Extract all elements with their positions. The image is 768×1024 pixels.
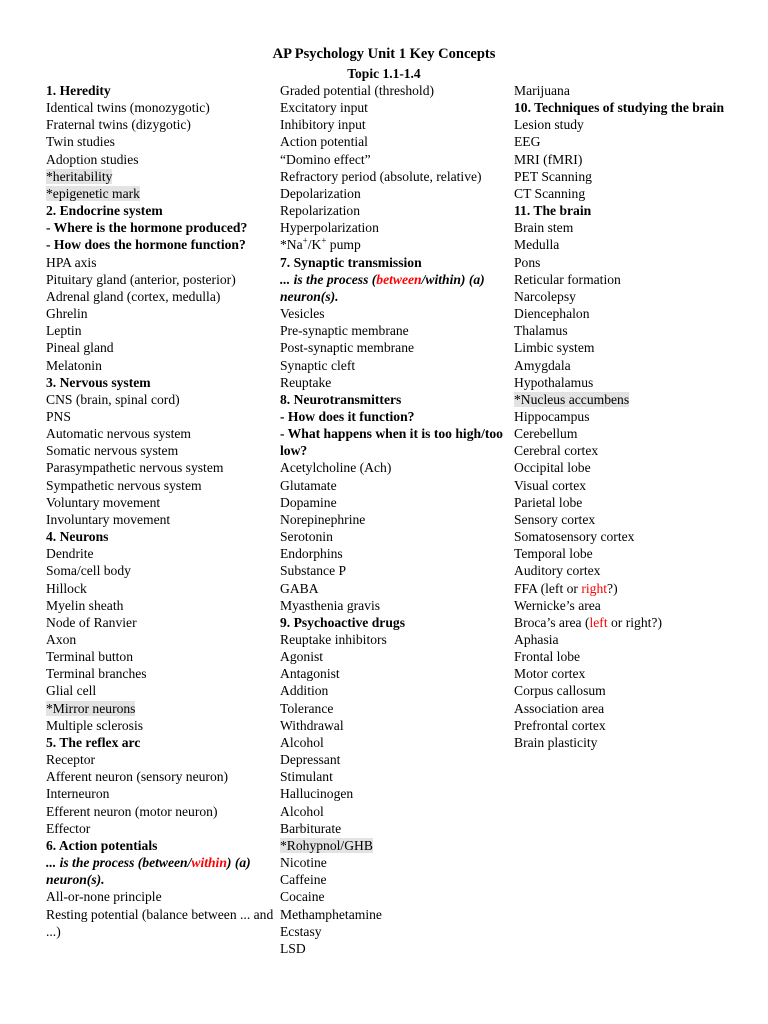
concept-item xyxy=(280,648,508,665)
text-span: CT Scanning xyxy=(514,185,586,201)
text-span: Reuptake inhibitors xyxy=(280,632,387,647)
concept-item xyxy=(514,322,744,339)
text-span: Alcohol xyxy=(280,734,324,750)
text-span: Reuptake xyxy=(280,374,332,390)
concept-item xyxy=(514,734,744,751)
concept-item xyxy=(514,408,744,425)
text-span: Nicotine xyxy=(280,855,327,871)
text-span: Temporal lobe xyxy=(514,546,593,562)
text-span: All-or-none principle xyxy=(46,889,162,905)
text-span: Action potential xyxy=(280,134,368,150)
section-heading xyxy=(514,99,744,116)
concept-item xyxy=(514,339,744,356)
text-span: Cocaine xyxy=(280,889,325,905)
text-span: Node of Ranvier xyxy=(46,614,137,630)
concept-item xyxy=(514,236,744,253)
text-span: Fraternal twins (dizygotic) xyxy=(46,117,191,133)
concept-item xyxy=(514,477,744,494)
text-span: Pituitary gland (anterior, posterior) xyxy=(46,271,236,287)
text-span: /K xyxy=(307,237,322,253)
concept-item xyxy=(46,357,274,374)
text-span: pump xyxy=(326,237,361,253)
concept-item xyxy=(46,717,274,734)
text-span: Amygdala xyxy=(514,357,571,373)
text-span: Ghrelin xyxy=(46,306,88,322)
concept-item xyxy=(280,682,508,699)
text-span: Narcolepsy xyxy=(514,288,576,304)
text-span: Graded potential (threshold) xyxy=(280,83,435,98)
text-span: Cerebral cortex xyxy=(514,443,599,459)
text-span: or right?) xyxy=(607,614,662,630)
text-span: Adrenal gland (cortex, medulla) xyxy=(46,288,221,304)
text-span: /within) (a) neuron(s). xyxy=(280,271,485,304)
concept-item xyxy=(280,940,508,957)
concept-item xyxy=(280,854,508,871)
text-span: Pre-synaptic membrane xyxy=(280,323,409,339)
text-span: Lesion study xyxy=(514,117,584,133)
highlighted-answer: between xyxy=(376,271,422,287)
text-span: Methamphetamine xyxy=(280,906,382,922)
concept-item xyxy=(280,116,508,133)
text-span: Tolerance xyxy=(280,700,334,716)
text-span: Addition xyxy=(280,683,329,699)
text-span: Synaptic cleft xyxy=(280,357,356,373)
concept-item xyxy=(280,580,508,597)
text-span: Twin studies xyxy=(46,134,115,150)
concept-item xyxy=(46,888,274,905)
text-span: Refractory period (absolute, relative) xyxy=(280,168,482,184)
text-span: Withdrawal xyxy=(280,717,344,733)
concept-item xyxy=(280,185,508,202)
text-span: Sensory cortex xyxy=(514,511,596,527)
text-span: - What happens when it is too high/too low? xyxy=(280,426,503,459)
concept-item xyxy=(514,82,744,99)
highlighted-concept: *heritability xyxy=(46,168,113,184)
concept-item xyxy=(280,305,508,322)
concept-item xyxy=(514,648,744,665)
concept-item xyxy=(280,511,508,528)
text-span: 7. Synaptic transmission xyxy=(280,254,422,270)
text-span: Limbic system xyxy=(514,340,595,356)
text-span: PNS xyxy=(46,408,71,424)
concept-item xyxy=(280,923,508,940)
text-span: 1. Heredity xyxy=(46,83,111,98)
text-span: Hippocampus xyxy=(514,408,590,424)
concept-item xyxy=(46,597,274,614)
concept-item xyxy=(280,202,508,219)
concept-item xyxy=(280,168,508,185)
text-span: 5. The reflex arc xyxy=(46,734,141,750)
text-span: Glutamate xyxy=(280,477,337,493)
concept-item xyxy=(46,494,274,511)
concept-item xyxy=(280,820,508,837)
concept-item xyxy=(514,133,744,150)
text-span: Depolarization xyxy=(280,185,361,201)
text-span: Diencephalon xyxy=(514,306,590,322)
text-span: Sympathetic nervous system xyxy=(46,477,202,493)
concept-item xyxy=(46,614,274,631)
text-span: Medulla xyxy=(514,237,560,253)
concept-item xyxy=(46,803,274,820)
concept-item xyxy=(514,562,744,579)
concept-item xyxy=(46,442,274,459)
concept-item xyxy=(514,219,744,236)
text-span: Marijuana xyxy=(514,83,570,98)
text-span: Brain stem xyxy=(514,220,574,236)
text-span: - How does the hormone function? xyxy=(46,237,246,253)
concept-item xyxy=(514,665,744,682)
text-span: *Na xyxy=(280,237,303,253)
text-span: 8. Neurotransmitters xyxy=(280,391,402,407)
concept-item xyxy=(514,459,744,476)
text-span: Stimulant xyxy=(280,769,333,785)
text-span: 3. Nervous system xyxy=(46,374,151,390)
text-span: Agonist xyxy=(280,649,324,665)
concept-item xyxy=(46,545,274,562)
text-span: Parasympathetic nervous system xyxy=(46,460,224,476)
text-span: Depressant xyxy=(280,752,341,768)
text-span: Soma/cell body xyxy=(46,563,131,579)
text-span: GABA xyxy=(280,580,319,596)
concept-item xyxy=(46,751,274,768)
text-span: Wernicke’s area xyxy=(514,597,601,613)
text-span: Identical twins (monozygotic) xyxy=(46,100,210,116)
text-span: Interneuron xyxy=(46,786,110,802)
text-span: EEG xyxy=(514,134,541,150)
concept-item xyxy=(280,151,508,168)
concept-item xyxy=(280,562,508,579)
highlighted-answer: within xyxy=(191,855,227,871)
concept-item xyxy=(46,133,274,150)
text-span: FFA (left or xyxy=(514,580,582,596)
concept-item xyxy=(46,906,274,940)
text-span: Hyperpolarization xyxy=(280,220,379,236)
text-span: Hypothalamus xyxy=(514,374,594,390)
text-span: - Where is the hormone produced? xyxy=(46,220,248,236)
text-span: Broca’s area ( xyxy=(514,614,590,630)
text-span: Occipital lobe xyxy=(514,460,591,476)
guiding-question xyxy=(46,219,274,236)
text-span: Frontal lobe xyxy=(514,649,581,665)
concept-item xyxy=(46,682,274,699)
text-span: Visual cortex xyxy=(514,477,587,493)
section-heading xyxy=(280,391,508,408)
concept-item xyxy=(514,717,744,734)
concept-item xyxy=(514,254,744,271)
text-span: Vesicles xyxy=(280,306,325,322)
concept-item xyxy=(46,477,274,494)
concept-item xyxy=(514,580,744,597)
concept-item xyxy=(280,665,508,682)
concept-item xyxy=(514,597,744,614)
concept-item xyxy=(514,168,744,185)
concept-item xyxy=(46,339,274,356)
text-span: Prefrontal cortex xyxy=(514,717,606,733)
text-span: Melatonin xyxy=(46,357,102,373)
text-span: PET Scanning xyxy=(514,168,592,184)
concept-item xyxy=(280,785,508,802)
text-span: Dendrite xyxy=(46,546,94,562)
concept-item xyxy=(280,322,508,339)
text-span: Leptin xyxy=(46,323,82,339)
text-span: Ecstasy xyxy=(280,923,322,939)
concept-item xyxy=(280,751,508,768)
page-subtitle: Topic 1.1-1.4 xyxy=(347,66,421,81)
guiding-question xyxy=(46,236,274,253)
concept-item xyxy=(514,305,744,322)
concept-item xyxy=(514,494,744,511)
text-span: “Domino effect” xyxy=(280,151,371,167)
concept-item xyxy=(280,82,508,99)
concept-item xyxy=(514,185,744,202)
concept-item xyxy=(46,99,274,116)
process-prompt xyxy=(46,854,274,888)
concept-item xyxy=(280,888,508,905)
concept-item xyxy=(280,545,508,562)
concept-item xyxy=(46,665,274,682)
guiding-question xyxy=(280,408,508,425)
highlighted-concept: *epigenetic mark xyxy=(46,185,140,201)
section-heading xyxy=(46,528,274,545)
text-span: Effector xyxy=(46,820,91,836)
text-span: Parietal lobe xyxy=(514,494,583,510)
text-span: Post-synaptic membrane xyxy=(280,340,415,356)
concept-item xyxy=(280,906,508,923)
text-span: 6. Action potentials xyxy=(46,837,158,853)
concept-item xyxy=(280,631,508,648)
concept-item xyxy=(514,425,744,442)
concept-item xyxy=(280,477,508,494)
concept-item xyxy=(280,700,508,717)
text-span: Hallucinogen xyxy=(280,786,354,802)
concept-item xyxy=(280,871,508,888)
text-span: Aphasia xyxy=(514,632,559,647)
text-span: Auditory cortex xyxy=(514,563,601,579)
concept-item xyxy=(514,631,744,648)
text-span: 2. Endocrine system xyxy=(46,203,163,219)
text-span: ... is the process ( xyxy=(280,271,377,287)
text-span: Somatosensory cortex xyxy=(514,529,635,545)
text-span: Corpus callosum xyxy=(514,683,606,699)
concept-item xyxy=(514,357,744,374)
concept-item xyxy=(514,545,744,562)
concept-item xyxy=(280,717,508,734)
column-3 xyxy=(514,82,744,751)
concept-item xyxy=(280,837,508,854)
concept-item xyxy=(46,391,274,408)
text-span: Norepinephrine xyxy=(280,511,366,527)
text-span: Terminal branches xyxy=(46,666,147,682)
text-span: ... is the process (between/ xyxy=(46,855,192,871)
concept-item xyxy=(46,785,274,802)
text-span: Involuntary movement xyxy=(46,511,171,527)
page-title: AP Psychology Unit 1 Key Concepts xyxy=(272,46,496,62)
text-span: Barbiturate xyxy=(280,820,342,836)
concept-item xyxy=(514,391,744,408)
concept-item xyxy=(280,236,508,253)
text-span: Acetylcholine (Ach) xyxy=(280,460,392,476)
text-span: Serotonin xyxy=(280,529,333,545)
text-span: Endorphins xyxy=(280,546,343,562)
text-span: Dopamine xyxy=(280,494,337,510)
text-span: Receptor xyxy=(46,752,96,768)
concept-item xyxy=(514,116,744,133)
concept-item xyxy=(46,322,274,339)
text-span: 4. Neurons xyxy=(46,529,109,545)
text-span: Myasthenia gravis xyxy=(280,597,381,613)
text-span: Thalamus xyxy=(514,323,568,339)
concept-item xyxy=(280,357,508,374)
concept-item xyxy=(46,185,274,202)
concept-item xyxy=(46,151,274,168)
text-span: Afferent neuron (sensory neuron) xyxy=(46,769,229,785)
text-span: Glial cell xyxy=(46,683,97,699)
text-span: Repolarization xyxy=(280,203,361,219)
process-prompt xyxy=(280,271,508,305)
text-span: Voluntary movement xyxy=(46,494,161,510)
concept-item xyxy=(46,768,274,785)
text-span: Hillock xyxy=(46,580,87,596)
charge-superscript: + xyxy=(321,235,327,246)
text-span: Resting potential (balance between ... and ...) xyxy=(46,906,274,939)
text-span: Excitatory input xyxy=(280,100,368,116)
text-span: Somatic nervous system xyxy=(46,443,179,459)
concept-item xyxy=(514,288,744,305)
concept-item xyxy=(46,562,274,579)
concept-item xyxy=(514,614,744,631)
text-span: CNS (brain, spinal cord) xyxy=(46,391,180,407)
highlighted-concept: *Mirror neurons xyxy=(46,700,136,716)
text-span: Pineal gland xyxy=(46,340,114,356)
concept-item xyxy=(514,700,744,717)
section-heading xyxy=(46,734,274,751)
section-heading xyxy=(46,837,274,854)
charge-superscript: + xyxy=(302,235,308,246)
concept-item xyxy=(46,116,274,133)
concept-item xyxy=(280,494,508,511)
text-span: Myelin sheath xyxy=(46,597,124,613)
text-span: Cerebellum xyxy=(514,426,578,442)
guiding-question xyxy=(280,425,508,459)
text-span: 10. Techniques of studying the brain xyxy=(514,100,725,116)
text-span: Automatic nervous system xyxy=(46,426,191,442)
concept-item xyxy=(46,408,274,425)
section-heading xyxy=(46,202,274,219)
text-span: ?) xyxy=(607,580,618,596)
text-span: Multiple sclerosis xyxy=(46,717,144,733)
text-span: - How does it function? xyxy=(280,408,415,424)
concept-item xyxy=(46,511,274,528)
text-span: Motor cortex xyxy=(514,666,586,682)
column-1 xyxy=(46,82,274,940)
section-heading xyxy=(514,202,744,219)
concept-item xyxy=(46,631,274,648)
concept-item xyxy=(280,803,508,820)
text-span: Pons xyxy=(514,254,541,270)
concept-item xyxy=(280,597,508,614)
text-span: MRI (fMRI) xyxy=(514,151,583,167)
concept-item xyxy=(46,425,274,442)
concept-item xyxy=(514,511,744,528)
concept-item xyxy=(46,648,274,665)
highlighted-answer: left xyxy=(589,614,608,630)
text-span: Axon xyxy=(46,632,77,647)
text-span: Efferent neuron (motor neuron) xyxy=(46,803,218,819)
concept-item xyxy=(46,271,274,288)
concept-item xyxy=(280,734,508,751)
concept-item xyxy=(46,254,274,271)
text-span: Brain plasticity xyxy=(514,734,598,750)
concept-item xyxy=(280,133,508,150)
section-heading xyxy=(46,374,274,391)
concept-item xyxy=(514,682,744,699)
column-2 xyxy=(280,82,508,957)
concept-item xyxy=(280,339,508,356)
concept-item xyxy=(280,99,508,116)
text-span: Association area xyxy=(514,700,605,716)
highlighted-answer: right xyxy=(581,580,608,596)
text-span: Caffeine xyxy=(280,872,327,888)
text-span: 9. Psychoactive drugs xyxy=(280,614,405,630)
concept-item xyxy=(46,820,274,837)
concept-item xyxy=(280,374,508,391)
concept-item xyxy=(280,459,508,476)
concept-item xyxy=(514,374,744,391)
text-span: Antagonist xyxy=(280,666,340,682)
concept-item xyxy=(46,288,274,305)
concept-item xyxy=(46,168,274,185)
section-heading xyxy=(280,614,508,631)
highlighted-concept: *Nucleus accumbens xyxy=(514,391,630,407)
text-span: LSD xyxy=(280,940,306,956)
concept-item xyxy=(514,528,744,545)
section-heading xyxy=(46,82,274,99)
text-span: ) (a) neuron(s). xyxy=(46,855,251,888)
text-span: HPA axis xyxy=(46,254,97,270)
concept-item xyxy=(280,768,508,785)
concept-item xyxy=(46,459,274,476)
concept-item xyxy=(514,271,744,288)
section-heading xyxy=(280,254,508,271)
text-span: Substance P xyxy=(280,563,347,579)
text-span: Reticular formation xyxy=(514,271,621,287)
concept-item xyxy=(46,580,274,597)
text-span: Adoption studies xyxy=(46,151,139,167)
text-span: Alcohol xyxy=(280,803,324,819)
concept-item xyxy=(514,151,744,168)
concept-item xyxy=(46,700,274,717)
text-span: Terminal button xyxy=(46,649,134,665)
highlighted-concept: *Rohypnol/GHB xyxy=(280,837,373,853)
concept-item xyxy=(280,528,508,545)
text-span: 11. The brain xyxy=(514,203,592,219)
concept-item xyxy=(514,442,744,459)
concept-item xyxy=(280,219,508,236)
concept-item xyxy=(46,305,274,322)
text-span: Inhibitory input xyxy=(280,117,366,133)
